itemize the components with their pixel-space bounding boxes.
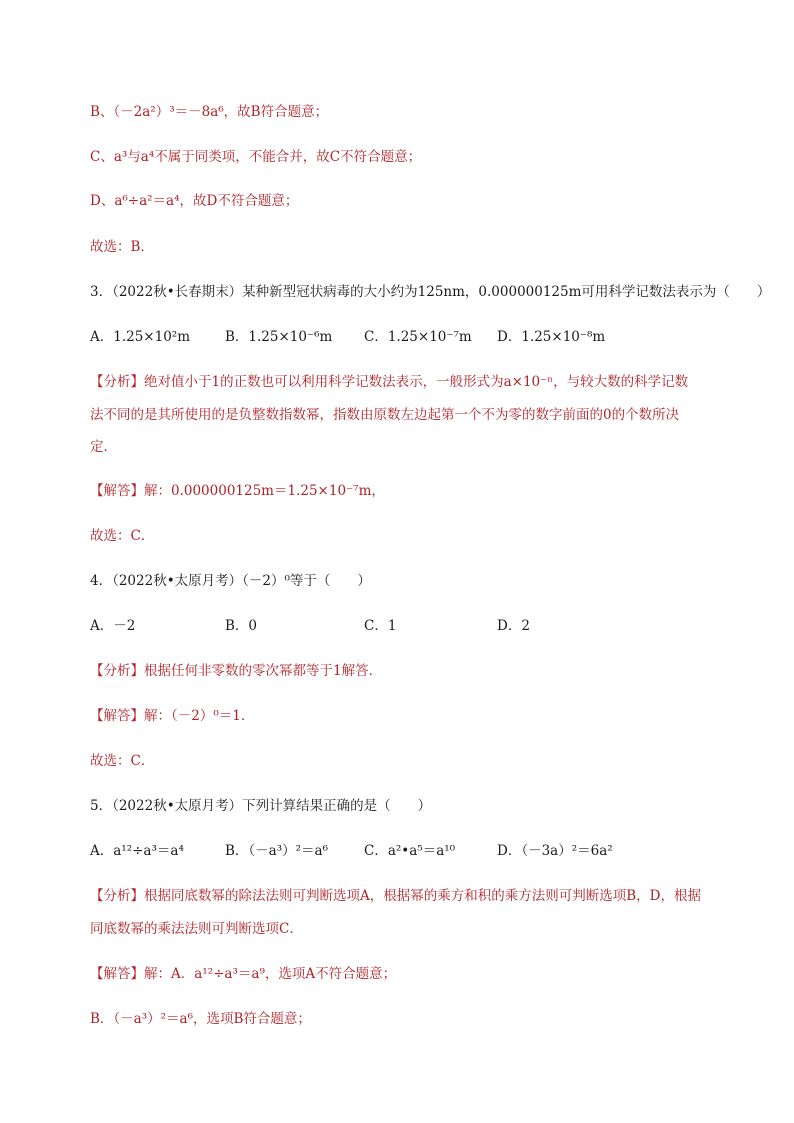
q5-analysis-line-1: 【分析】根据同底数幂的除法法则可判断选项A，根据幂的乘方和积的乘方法则可判断选项B，D，根据 (90, 888, 701, 904)
q5-option-d: D．（－3a）²＝6a² (497, 843, 613, 859)
question-4: 4．（2022秋•太原月考）（－2）⁰等于（ ） (90, 573, 371, 589)
q4-option-c: C．1 (364, 618, 397, 634)
q5-option-a: A．a¹²÷a³＝a⁴ (90, 843, 184, 859)
solution-line-c: C、a³与a⁴不属于同类项，不能合并，故C不符合题意； (90, 149, 422, 165)
q4-analysis: 【分析】根据任何非零数的零次幂都等于1解答． (90, 663, 383, 679)
answer-q2: 故选：B． (90, 239, 154, 255)
q5-analysis-line-2: 同底数幂的乘法法则可判断选项C． (90, 921, 303, 937)
solution-line-d: D、a⁶÷a²＝a⁴，故D不符合题意； (90, 193, 299, 209)
answer-q3: 故选：C． (90, 528, 155, 544)
q5-option-b: B．（－a³）²＝a⁶ (225, 843, 329, 859)
answer-q4: 故选：C． (90, 753, 155, 769)
q5-solution-a: 【解答】解：A．a¹²÷a³＝a⁹，选项A不符合题意； (90, 966, 397, 982)
question-5: 5．（2022秋•太原月考）下列计算结果正确的是（ ） (90, 798, 432, 814)
q5-solution-b: B．（－a³）²＝a⁶，选项B符合题意； (90, 1011, 311, 1027)
solution-line-b: B、（－2a²）³＝－8a⁶，故B符合题意； (90, 104, 329, 120)
q5-option-c: C．a²•a⁵＝a¹⁰ (364, 843, 456, 859)
q4-option-a: A．－2 (90, 618, 136, 634)
q3-option-a: A．1.25×10²m (90, 329, 191, 345)
q3-option-b: B．1.25×10⁻⁶m (225, 329, 333, 345)
q3-option-d: D．1.25×10⁻⁸m (497, 329, 606, 345)
q3-solution: 【解答】解：0.000000125m＝1.25×10⁻⁷m， (90, 483, 385, 499)
q3-option-c: C．1.25×10⁻⁷m (364, 329, 472, 345)
q4-solution: 【解答】解：（－2）⁰＝1． (90, 708, 255, 724)
question-3: 3．（2022秋•长春期末）某种新型冠状病毒的大小约为125nm，0.000000125m可用科学记数法表示为（ ） (90, 284, 771, 300)
q4-option-d: D．2 (497, 618, 530, 634)
q4-option-b: B．0 (225, 618, 258, 634)
q3-analysis-line-1: 【分析】绝对值小于1的正数也可以利用科学记数法表示，一般形式为a×10⁻ⁿ，与较大数的科学记数 (90, 374, 689, 390)
q3-analysis-line-2: 法不同的是其所使用的是负整数指数幂，指数由原数左边起第一个不为零的数字前面的0的个数所决 (90, 407, 680, 423)
q3-analysis-line-3: 定． (90, 439, 117, 455)
